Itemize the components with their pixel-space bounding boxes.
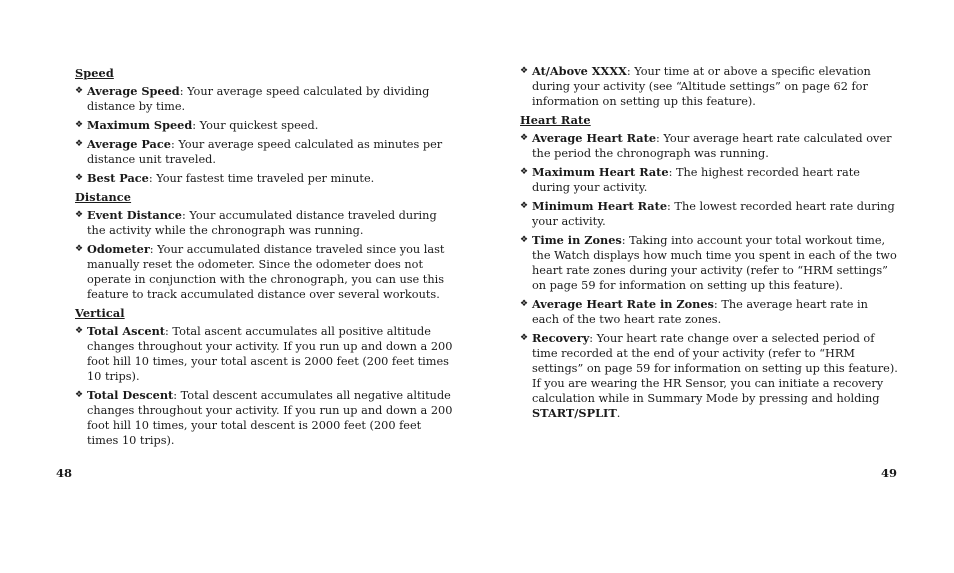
list-item	[75, 171, 455, 186]
term-label: Recovery	[532, 331, 590, 345]
term-label: At/Above XXXX	[532, 64, 627, 78]
altitude-list	[520, 64, 898, 109]
term-description: : Your accumulated distance traveled during the activity while the chronograph was running.	[87, 209, 437, 237]
heart-rate-heading: Heart Rate	[520, 113, 591, 127]
left-page-column	[75, 64, 455, 452]
distance-heading: Distance	[75, 190, 132, 204]
bullet-icon: ❖	[75, 139, 84, 149]
speed-heading: Speed	[75, 66, 114, 80]
term-label: Odometer	[87, 242, 150, 256]
term-label: Best Pace	[87, 171, 149, 185]
term-description: : Total ascent accumulates all positive altitude changes throughout your activity. If you run up and down a 200 foot hill 10 times, your total ascent is 2000 feet (200 feet times 10 trips).	[87, 325, 453, 383]
vertical-heading: Vertical	[75, 306, 125, 320]
term-description: : Your heart rate change over a selected period of time recorded at the end of your activity (refer to “HRM settings” on page 59 for information on setting up this feature). If you are wearing the HR Sensor, you can initiate a recovery calculation while in Summary Mode by pressing and holding	[532, 332, 898, 405]
list-item	[520, 165, 898, 195]
term-label: Average Heart Rate	[532, 131, 657, 145]
term-label: Average Pace	[87, 137, 171, 151]
term-description: : Your average speed calculated as minutes per distance unit traveled.	[87, 138, 443, 166]
term-label: Average Speed	[87, 84, 180, 98]
button-name-label: START/SPLIT	[532, 406, 617, 420]
term-label: Total Descent	[87, 388, 174, 402]
bullet-icon: ❖	[520, 333, 529, 343]
list-item	[75, 208, 455, 238]
list-item	[75, 324, 455, 384]
bullet-icon: ❖	[75, 173, 84, 183]
right-page-column	[520, 64, 898, 425]
bullet-icon: ❖	[75, 86, 84, 96]
page-number-right: 49	[881, 466, 898, 480]
speed-list	[75, 84, 455, 186]
term-label: Total Ascent	[87, 324, 166, 338]
bullet-icon: ❖	[75, 120, 84, 130]
bullet-icon: ❖	[75, 210, 84, 220]
bullet-icon: ❖	[520, 201, 529, 211]
term-description: : Your fastest time traveled per minute.	[148, 172, 375, 185]
term-description: : Your average speed calculated by dividing distance by time.	[87, 85, 430, 113]
term-description: : Your quickest speed.	[192, 119, 319, 132]
heart-rate-list	[520, 131, 898, 327]
page-number-left: 48	[56, 466, 73, 480]
bullet-icon: ❖	[520, 66, 529, 76]
bullet-icon: ❖	[520, 133, 529, 143]
term-label: Time in Zones	[532, 233, 622, 247]
list-item	[520, 199, 898, 229]
bullet-icon: ❖	[520, 167, 529, 177]
list-item	[75, 137, 455, 167]
term-label: Maximum Heart Rate	[532, 165, 669, 179]
list-item	[520, 233, 898, 293]
term-description: : Your time at or above a specific elevation during your activity (see “Altitude settings” on page 62 for information on setting up this feature).	[532, 65, 871, 108]
list-item	[520, 131, 898, 161]
bullet-icon: ❖	[75, 390, 84, 400]
list-item	[75, 242, 455, 302]
list-item-recovery	[520, 331, 898, 421]
term-description: : The highest recorded heart rate during your activity.	[532, 166, 860, 194]
term-description: : The average heart rate in each of the two heart rate zones.	[532, 298, 868, 326]
vertical-list	[75, 324, 455, 448]
list-item	[75, 118, 455, 133]
sentence-end: .	[616, 407, 621, 420]
term-description: : Your accumulated distance traveled since you last manually reset the odometer. Since the odometer does not operate in conjunction with the chronograph, you can use this feature to track accumulated distance over several workouts.	[87, 243, 445, 301]
term-label: Maximum Speed	[87, 118, 193, 132]
term-description: : Total descent accumulates all negative altitude changes throughout your activity. If you run up and down a 200 foot hill 10 times, your total descent is 2000 feet (200 feet times 10 trips).	[87, 389, 453, 447]
list-item	[520, 297, 898, 327]
list-item	[75, 84, 455, 114]
term-label: Event Distance	[87, 208, 182, 222]
bullet-icon: ❖	[75, 326, 84, 336]
term-description: : Taking into account your total workout time, the Watch displays how much time you spent in each of the two heart rate zones during your activity (refer to “HRM settings” on page 59 for information on setting up this feature).	[532, 234, 897, 292]
distance-list	[75, 208, 455, 302]
list-item	[520, 64, 898, 109]
bullet-icon: ❖	[75, 244, 84, 254]
term-description: : Your average heart rate calculated over the period the chronograph was running.	[532, 132, 892, 160]
bullet-icon: ❖	[520, 299, 529, 309]
term-description: : The lowest recorded heart rate during your activity.	[532, 200, 895, 228]
bullet-icon: ❖	[520, 235, 529, 245]
term-label: Average Heart Rate in Zones	[532, 297, 714, 311]
term-label: Minimum Heart Rate	[532, 199, 668, 213]
list-item	[75, 388, 455, 448]
